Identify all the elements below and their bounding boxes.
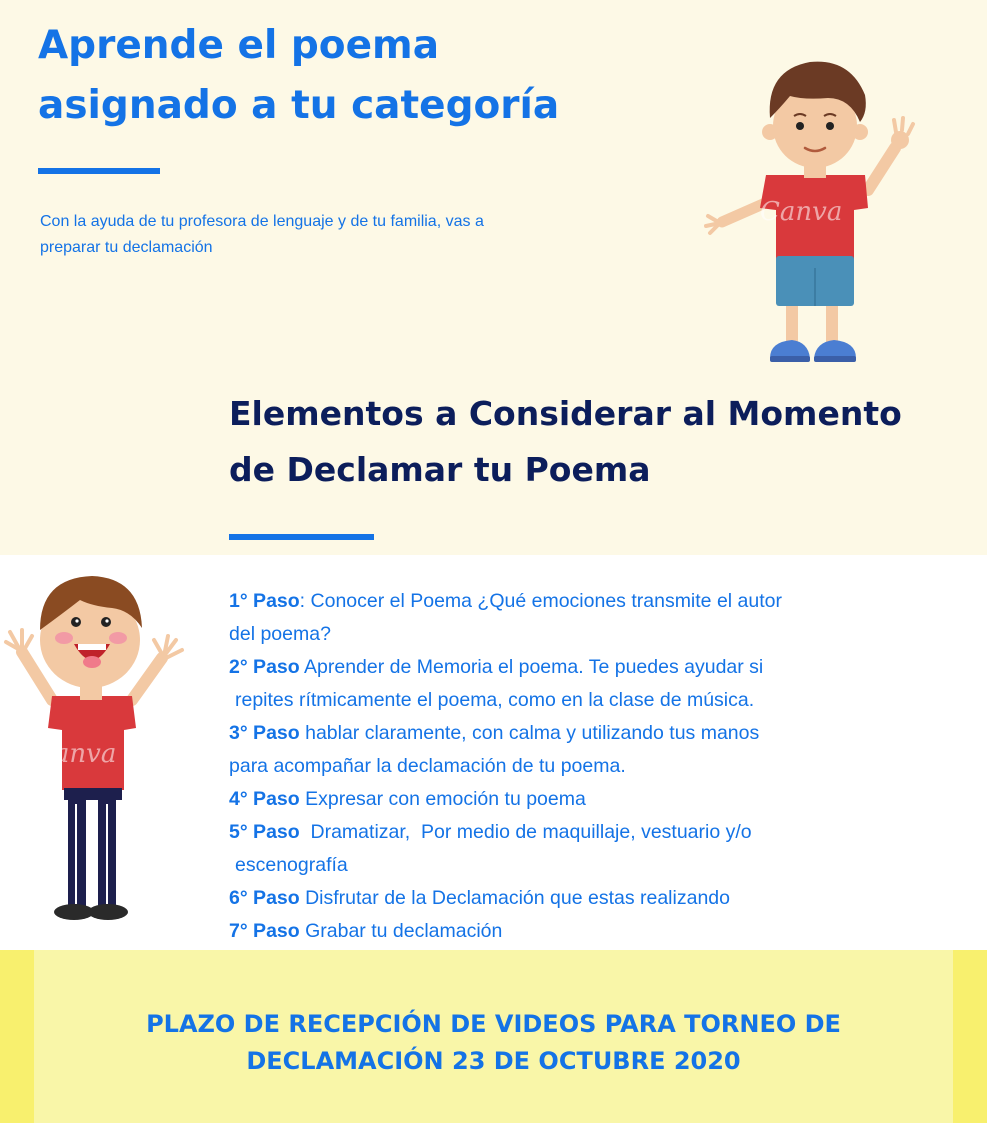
intro-line-2: preparar tu declamación <box>40 239 213 256</box>
list-item <box>229 882 969 915</box>
title-divider <box>38 168 160 174</box>
step-text: Dramatizar, Por medio de maquillaje, vestuario y/o <box>310 821 752 843</box>
page-title-line-2: asignado a tu categoría <box>38 83 560 128</box>
step-separator <box>300 821 311 843</box>
watermark-text: Canva <box>760 197 843 227</box>
step-text: Aprender de Memoria el poema. Te puedes ayudar si <box>304 656 764 678</box>
list-item <box>229 717 969 783</box>
section-divider <box>229 534 374 540</box>
banner-left-stripe <box>0 950 34 1123</box>
steps-list <box>229 585 969 948</box>
page-title <box>38 16 559 136</box>
list-item <box>229 816 969 882</box>
step-label: 1° Paso <box>229 590 300 612</box>
step-separator: : <box>299 590 311 612</box>
page-title-line-1: Aprende el poema <box>38 23 440 68</box>
banner-right-stripe <box>953 950 987 1123</box>
intro-text <box>40 209 660 261</box>
step-text: Expresar con emoción tu poema <box>305 788 586 810</box>
step-text: hablar claramente, con calma y utilizando tus manos <box>305 722 760 744</box>
step-text: del poema? <box>229 623 331 645</box>
step-text: escenografía <box>235 854 348 876</box>
deadline-line-1: PLAZO DE RECEPCIÓN DE VIDEOS PARA TORNEO DE <box>146 1010 841 1038</box>
step-label: 7° Paso <box>229 920 300 942</box>
step-text: Conocer el Poema ¿Qué emociones transmite el autor <box>310 590 782 612</box>
section-title-line-2: de Declamar tu Poema <box>229 450 651 489</box>
deadline-text <box>80 1006 907 1080</box>
deadline-line-2: DECLAMACIÓN 23 DE OCTUBRE 2020 <box>246 1047 741 1075</box>
boy-happy-illustration <box>0 570 190 925</box>
step-label: 4° Paso <box>229 788 300 810</box>
section-title <box>229 386 902 498</box>
step-text: Grabar tu declamación <box>305 920 503 942</box>
step-label: 6° Paso <box>229 887 300 909</box>
list-item <box>229 651 969 717</box>
list-item <box>229 585 969 651</box>
step-text: Disfrutar de la Declamación que estas realizando <box>305 887 730 909</box>
step-label: 3° Paso <box>229 722 300 744</box>
boy-standing-illustration <box>700 40 930 375</box>
intro-line-1: Con la ayuda de tu profesora de lenguaje y de tu familia, vas a <box>40 213 484 230</box>
step-label: 2° Paso <box>229 656 300 678</box>
step-text: repites rítmicamente el poema, como en la clase de música. <box>235 689 755 711</box>
step-label: 5° Paso <box>229 821 300 843</box>
list-item <box>229 915 969 948</box>
watermark-text: Canva <box>34 739 117 769</box>
step-text: para acompañar la declamación de tu poema. <box>229 755 626 777</box>
list-item <box>229 783 969 816</box>
section-title-line-1: Elementos a Considerar al Momento <box>229 394 902 433</box>
